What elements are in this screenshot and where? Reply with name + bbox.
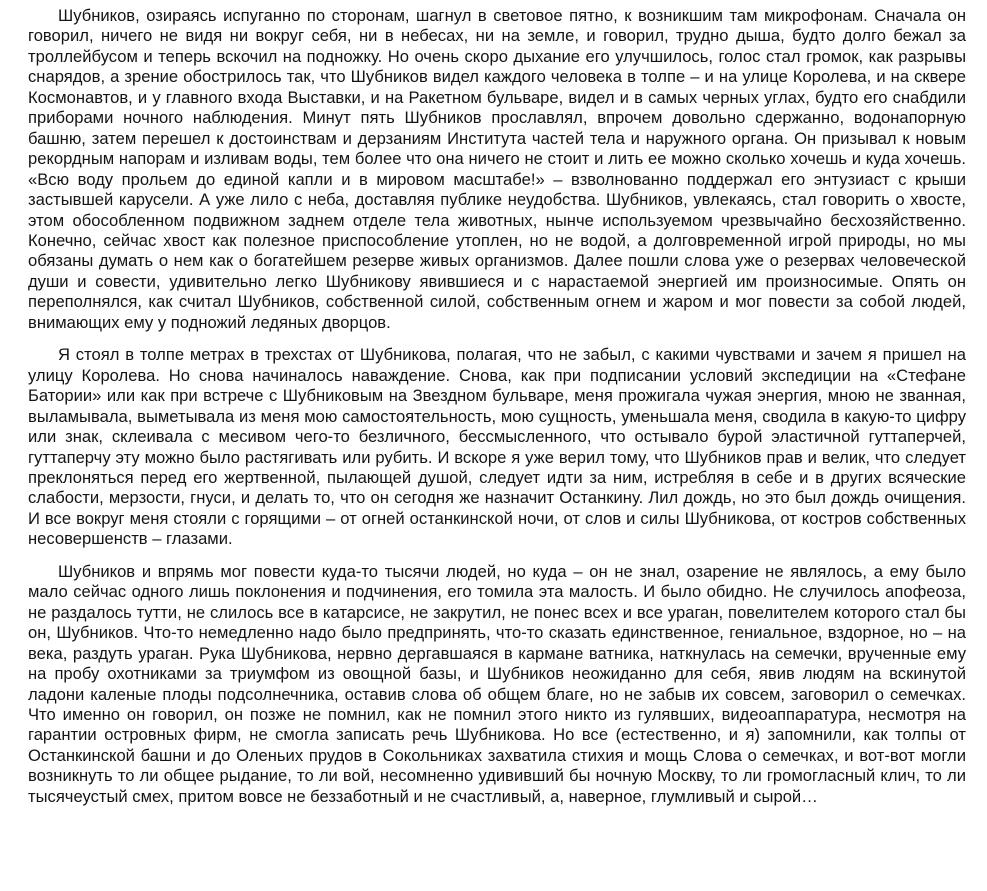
document-text-page <box>28 6 966 807</box>
paragraph-1: Шубников, озираясь испуганно по сторонам, шагнул в световое пятно, к возникшим там микрофонам. Сначала он говорил, ничего не видя ни вокруг себя, ни в небесах, ни на земле, и говорил, трудно дыша, будто долго бежал за троллейбусом и теперь вскочил на подножку. Но очень скоро дыхание его улучшилось, голос стал громок, как разрывы снарядов, а зрение обострилось так, что Шубников видел каждого человека в толпе – и на улице Королева, и на сквере Космонавтов, и у главного входа Выставки, и на Ракетном бульваре, видел и в самых черных углах, будто его снабдили приборами ночного наблюдения. Минут пять Шубников прославлял, впрочем довольно сдержанно, водонапорную башню, затем перешел к достоинствам и дерзаниям Института частей тела и наружного органа. Он призывал к новым рекордным напорам и изливам воды, тем более что она ничего не стоит и лить ее можно сколько хочешь и куда хочешь. «Всю воду прольем до единой капли и в мировом масштабе!» – взволнованно поддержал его энтузиаст с крыши застывшей карусели. А уже лило с неба, доставляя публике неудобства. Шубников, увлекаясь, стал говорить о хвосте, этом обособленном подвижном заднем отделе тела животных, нынче используемом чрезвычайно бесхозяйственно. Конечно, сейчас хвост как полезное приспособление утоплен, но не водой, а долговременной игрой природы, но мы обязаны думать о нем как о богатейшем резерве живых организмов. Далее пошли слова уже о резервах человеческой души и совести, удивительно легко Шубникову явившиеся и с нарастаемой энергией им произносимые. Опять он переполнялся, как считал Шубников, собственной силой, собственным огнем и жаром и мог повести за собой людей, внимающих ему у подножий ледяных дворцов. <box>28 6 966 332</box>
paragraph-2: Я стоял в толпе метрах в трехстах от Шубникова, полагая, что не забыл, с какими чувствами и зачем я пришел на улицу Королева. Но снова начиналось наваждение. Снова, как при подписании условий экспедиции на «Стефане Батории» или как при встрече с Шубниковым на Звездном бульваре, меня прожигала чужая энергия, мною не званная, выламывала, выметывала из меня мою самостоятельность, мою сущность, уменьшала меня, сводила в какую-то цифру или знак, склеивала с месивом чего-то безличного, бессмысленного, что остывало бурой эластичной гуттаперчей, гуттаперчу эту можно было растягивать или рубить. И вскоре я уже верил тому, что Шубников прав и велик, что следует преклоняться перед его жертвенной, пылающей душой, следует идти за ним, истребляя в себе и в других всяческие слабости, мерзости, гнуси, и делать то, что он сегодня же назначит Останкину. Лил дождь, но это был дождь очищения. И все вокруг меня стояли с горящими – от огней останкинской ночи, от слов и силы Шубникова, от костров собственных несовершенств – глазами. <box>28 345 966 549</box>
cut-off-next-line <box>60 884 940 891</box>
paragraph-3: Шубников и впрямь мог повести куда-то тысячи людей, но куда – он не знал, озарение не являлось, а ему было мало сейчас одного лишь поклонения и подчинения, его томила эта малость. И было обидно. Не случилось апофеоза, не раздалось тутти, не слилось все в катарсисе, не закрутил, не понес всех и все ураган, повелителем которого стал бы он, Шубников. Что-то немедленно надо было предпринять, что-то сказать единственное, гениальное, вздорное, но – на века, раздуть ураган. Рука Шубникова, нервно дергавшаяся в кармане ватника, наткнулась на семечки, врученные ему на пробу охотниками за триумфом из овощной базы, и Шубников неожиданно для себя, явив людям на вскинутой ладони каленые плоды подсолнечника, оставив слова об общем благе, но не забыв их совсем, заговорил о семечках. Что именно он говорил, он позже не помнил, как не помнил этого никто из гулявших, видеоаппаратура, несмотря на гарантии островных фирм, не смогла записать речь Шубникова. Но все (естественно, и я) запомнили, как толпы от Останкинской башни и до Оленьих прудов в Сокольниках захватила стихия и мощь Слова о семечках, и вот-вот могли возникнуть то ли общее рыдание, то ли вой, несомненно удививший бы ночную Москву, то ли громогласный клич, то ли тысячеустый смех, притом вовсе не беззаботный и не счастливый, а, наверное, глумливый и сырой… <box>28 561 966 806</box>
